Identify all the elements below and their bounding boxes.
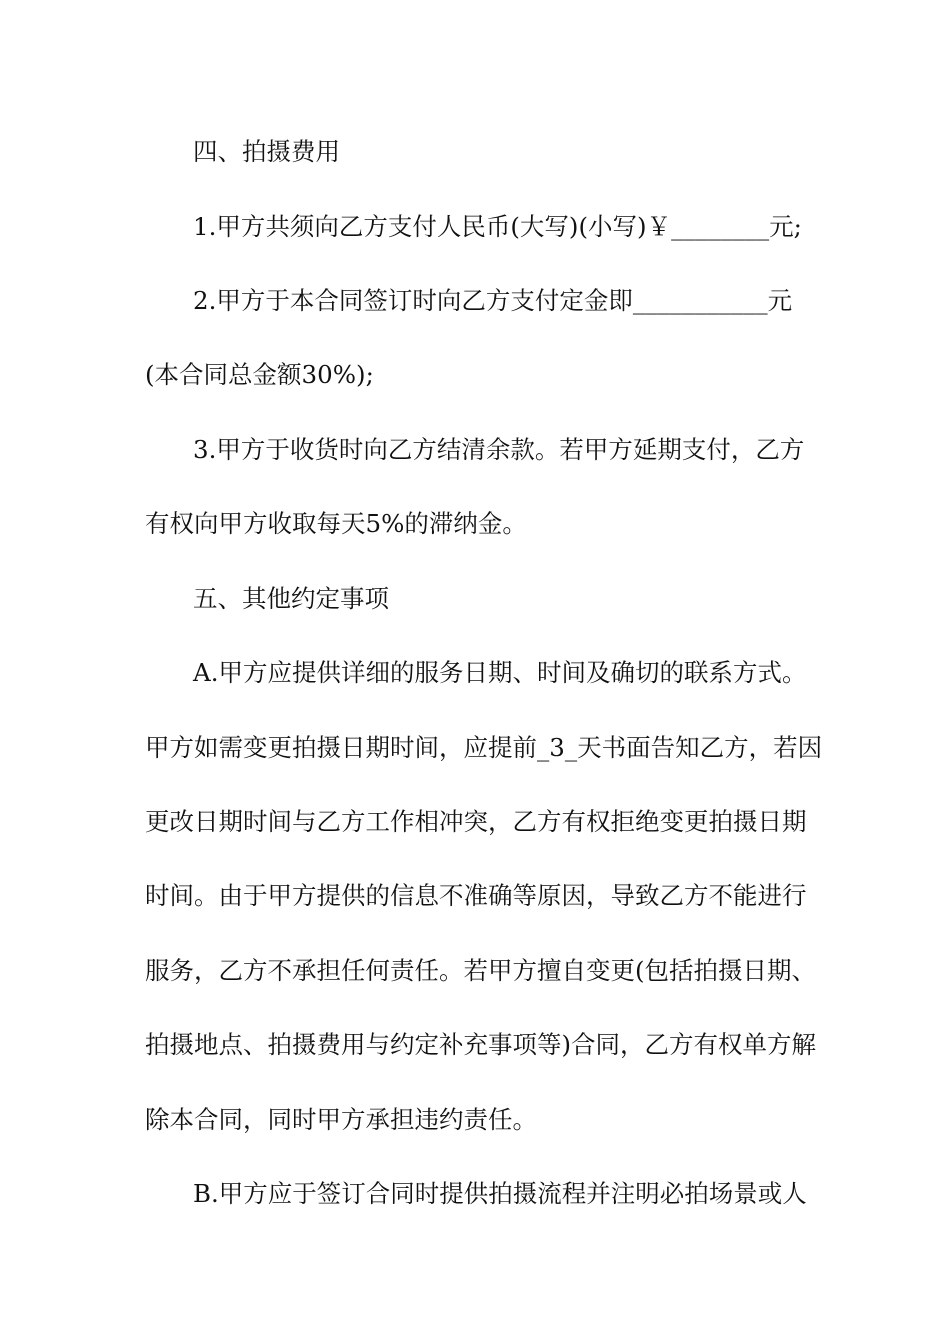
clause-5-a-line2: 甲方如需变更拍摄日期时间，应提前_3_天书面告知乙方，若因 [145,733,823,762]
clause-5-a-line3: 更改日期时间与乙方工作相冲突，乙方有权拒绝变更拍摄日期 [145,807,807,836]
clause-4-3-line1: 3.甲方于收货时向乙方结清余款。若甲方延期支付，乙方 [193,435,805,464]
section-heading-fees: 四、拍摄费用 [193,137,340,166]
clause-5-a-line7: 除本合同，同时甲方承担违约责任。 [145,1105,537,1134]
clause-5-a-line5: 服务，乙方不承担任何责任。若甲方擅自变更(包括拍摄日期、 [145,956,817,985]
clause-5-a-line4: 时间。由于甲方提供的信息不准确等原因，导致乙方不能进行 [145,881,807,910]
section-heading-other-terms: 五、其他约定事项 [193,584,389,613]
clause-4-1: 1.甲方共须向乙方支付人民币(大写)(小写)￥________元; [193,212,802,241]
clause-4-2-line1: 2.甲方于本合同签订时向乙方支付定金即___________元 [193,286,793,315]
clause-5-a-line6: 拍摄地点、拍摄费用与约定补充事项等)合同，乙方有权单方解 [145,1030,817,1059]
clause-4-2-line2: (本合同总金额30%); [145,360,374,389]
clause-4-3-line2: 有权向甲方收取每天5%的滞纳金。 [145,509,527,538]
clause-5-a-line1: A.甲方应提供详细的服务日期、时间及确切的联系方式。 [193,658,807,687]
clause-5-b-line1: B.甲方应于签订合同时提供拍摄流程并注明必拍场景或人 [193,1179,807,1208]
